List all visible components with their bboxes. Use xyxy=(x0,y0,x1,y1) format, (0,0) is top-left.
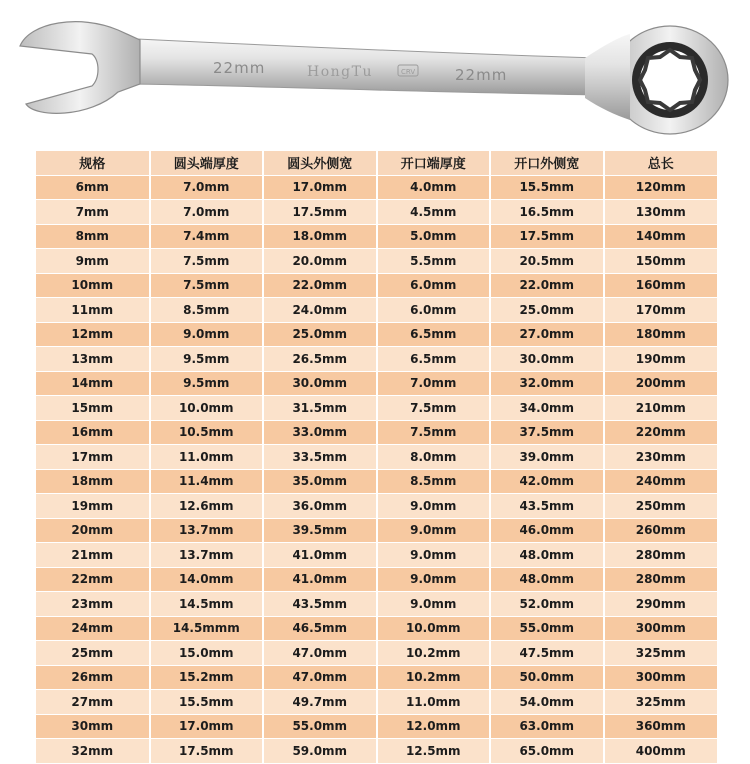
table-cell: 17.0mm xyxy=(263,175,377,200)
table-cell: 49.7mm xyxy=(263,690,377,715)
table-cell: 6.0mm xyxy=(377,298,491,323)
table-cell: 20mm xyxy=(36,518,150,543)
table-cell: 17.5mm xyxy=(490,224,604,249)
table-cell: 6.5mm xyxy=(377,322,491,347)
table-cell: 25mm xyxy=(36,641,150,666)
table-cell: 17mm xyxy=(36,445,150,470)
table-cell: 8mm xyxy=(36,224,150,249)
table-cell: 7.5mm xyxy=(377,396,491,421)
table-row xyxy=(36,469,717,494)
table-cell: 20.5mm xyxy=(490,249,604,274)
col-header: 规格 xyxy=(36,151,150,175)
table-cell: 9.0mm xyxy=(377,518,491,543)
table-cell: 30.0mm xyxy=(490,347,604,372)
col-header: 开口外侧宽 xyxy=(490,151,604,175)
table-cell: 290mm xyxy=(604,592,718,617)
table-cell: 25.0mm xyxy=(263,322,377,347)
col-header: 开口端厚度 xyxy=(377,151,491,175)
table-cell: 43.5mm xyxy=(490,494,604,519)
table-cell: 20.0mm xyxy=(263,249,377,274)
table-row xyxy=(36,665,717,690)
table-cell: 22.0mm xyxy=(490,273,604,298)
table-cell: 4.0mm xyxy=(377,175,491,200)
table-cell: 48.0mm xyxy=(490,543,604,568)
table-cell: 5.0mm xyxy=(377,224,491,249)
table-cell: 14.0mm xyxy=(150,567,264,592)
table-row xyxy=(36,396,717,421)
table-cell: 13.7mm xyxy=(150,518,264,543)
table-cell: 8.0mm xyxy=(377,445,491,470)
table-cell: 12.0mm xyxy=(377,714,491,739)
table-cell: 22.0mm xyxy=(263,273,377,298)
table-cell: 10mm xyxy=(36,273,150,298)
table-cell: 36.0mm xyxy=(263,494,377,519)
table-cell: 39.5mm xyxy=(263,518,377,543)
table-cell: 8.5mm xyxy=(377,469,491,494)
table-cell: 9.0mm xyxy=(150,322,264,347)
table-cell: 8.5mm xyxy=(150,298,264,323)
table-cell: 170mm xyxy=(604,298,718,323)
table-cell: 230mm xyxy=(604,445,718,470)
table-row xyxy=(36,322,717,347)
table-cell: 18.0mm xyxy=(263,224,377,249)
table-row xyxy=(36,714,717,739)
table-cell: 11.0mm xyxy=(377,690,491,715)
table-cell: 17.5mm xyxy=(263,200,377,225)
table-cell: 50.0mm xyxy=(490,665,604,690)
table-cell: 23mm xyxy=(36,592,150,617)
table-cell: 47.5mm xyxy=(490,641,604,666)
table-cell: 10.5mm xyxy=(150,420,264,445)
table-cell: 59.0mm xyxy=(263,739,377,764)
table-cell: 260mm xyxy=(604,518,718,543)
table-cell: 22mm xyxy=(36,567,150,592)
table-row xyxy=(36,371,717,396)
table-cell: 6.5mm xyxy=(377,347,491,372)
table-cell: 7.0mm xyxy=(150,200,264,225)
table-cell: 12.5mm xyxy=(377,739,491,764)
ratchet-ring-icon xyxy=(632,42,708,118)
table-row xyxy=(36,690,717,715)
table-row xyxy=(36,298,717,323)
table-cell: 280mm xyxy=(604,543,718,568)
table-cell: 32mm xyxy=(36,739,150,764)
table-cell: 300mm xyxy=(604,665,718,690)
table-cell: 220mm xyxy=(604,420,718,445)
table-cell: 27.0mm xyxy=(490,322,604,347)
col-header: 圆头端厚度 xyxy=(150,151,264,175)
table-row xyxy=(36,175,717,200)
table-cell: 47.0mm xyxy=(263,641,377,666)
col-header: 圆头外侧宽 xyxy=(263,151,377,175)
table-cell: 140mm xyxy=(604,224,718,249)
table-cell: 10.2mm xyxy=(377,665,491,690)
table-cell: 21mm xyxy=(36,543,150,568)
size-label-left: 22mm xyxy=(213,59,266,77)
table-cell: 47.0mm xyxy=(263,665,377,690)
table-cell: 10.0mm xyxy=(377,616,491,641)
table-row xyxy=(36,592,717,617)
table-cell: 360mm xyxy=(604,714,718,739)
table-cell: 32.0mm xyxy=(490,371,604,396)
table-cell: 240mm xyxy=(604,469,718,494)
table-cell: 11.4mm xyxy=(150,469,264,494)
table-cell: 15.0mm xyxy=(150,641,264,666)
table-cell: 7.5mm xyxy=(150,273,264,298)
table-cell: 30.0mm xyxy=(263,371,377,396)
table-cell: 13.7mm xyxy=(150,543,264,568)
table-cell: 30mm xyxy=(36,714,150,739)
table-cell: 19mm xyxy=(36,494,150,519)
size-label-right: 22mm xyxy=(455,66,508,84)
table-cell: 9.0mm xyxy=(377,592,491,617)
table-cell: 280mm xyxy=(604,567,718,592)
col-header: 总长 xyxy=(604,151,718,175)
table-cell: 15.2mm xyxy=(150,665,264,690)
table-cell: 16mm xyxy=(36,420,150,445)
table-cell: 7.0mm xyxy=(150,175,264,200)
table-row xyxy=(36,273,717,298)
table-cell: 210mm xyxy=(604,396,718,421)
table-cell: 27mm xyxy=(36,690,150,715)
wrench-open-end xyxy=(20,22,140,114)
table-cell: 24mm xyxy=(36,616,150,641)
table-row xyxy=(36,518,717,543)
table-cell: 300mm xyxy=(604,616,718,641)
table-cell: 325mm xyxy=(604,690,718,715)
table-cell: 14.5mmm xyxy=(150,616,264,641)
table-cell: 34.0mm xyxy=(490,396,604,421)
table-row xyxy=(36,543,717,568)
table-row xyxy=(36,224,717,249)
table-cell: 48.0mm xyxy=(490,567,604,592)
table-cell: 250mm xyxy=(604,494,718,519)
table-cell: 10.2mm xyxy=(377,641,491,666)
table-cell: 12.6mm xyxy=(150,494,264,519)
table-cell: 130mm xyxy=(604,200,718,225)
table-cell: 14mm xyxy=(36,371,150,396)
table-cell: 42.0mm xyxy=(490,469,604,494)
table-cell: 17.0mm xyxy=(150,714,264,739)
table-cell: 7.5mm xyxy=(150,249,264,274)
table-cell: 43.5mm xyxy=(263,592,377,617)
table-cell: 160mm xyxy=(604,273,718,298)
table-cell: 33.5mm xyxy=(263,445,377,470)
table-cell: 190mm xyxy=(604,347,718,372)
table-cell: 15mm xyxy=(36,396,150,421)
table-cell: 120mm xyxy=(604,175,718,200)
table-row xyxy=(36,567,717,592)
table-cell: 7.0mm xyxy=(377,371,491,396)
table-body xyxy=(36,175,717,763)
table-cell: 15.5mm xyxy=(490,175,604,200)
table-cell: 54.0mm xyxy=(490,690,604,715)
table-cell: 52.0mm xyxy=(490,592,604,617)
table-cell: 26mm xyxy=(36,665,150,690)
table-cell: 65.0mm xyxy=(490,739,604,764)
svg-text:CRV: CRV xyxy=(401,68,416,76)
table-cell: 18mm xyxy=(36,469,150,494)
spec-table xyxy=(36,151,717,764)
table-cell: 9.5mm xyxy=(150,371,264,396)
table-cell: 13mm xyxy=(36,347,150,372)
table-cell: 180mm xyxy=(604,322,718,347)
table-cell: 12mm xyxy=(36,322,150,347)
table-cell: 41.0mm xyxy=(263,567,377,592)
table-cell: 9mm xyxy=(36,249,150,274)
table-cell: 16.5mm xyxy=(490,200,604,225)
table-cell: 150mm xyxy=(604,249,718,274)
table-cell: 11.0mm xyxy=(150,445,264,470)
table-cell: 9.0mm xyxy=(377,543,491,568)
table-cell: 35.0mm xyxy=(263,469,377,494)
table-cell: 7.4mm xyxy=(150,224,264,249)
table-cell: 200mm xyxy=(604,371,718,396)
table-cell: 41.0mm xyxy=(263,543,377,568)
table-cell: 7.5mm xyxy=(377,420,491,445)
table-cell: 24.0mm xyxy=(263,298,377,323)
table-row xyxy=(36,347,717,372)
table-row xyxy=(36,249,717,274)
wrench-image xyxy=(0,0,750,150)
table-cell: 31.5mm xyxy=(263,396,377,421)
table-row xyxy=(36,616,717,641)
table-cell: 26.5mm xyxy=(263,347,377,372)
table-cell: 10.0mm xyxy=(150,396,264,421)
table-cell: 9.5mm xyxy=(150,347,264,372)
brand-engraving: HongTu xyxy=(307,64,373,80)
table-cell: 9.0mm xyxy=(377,494,491,519)
table-header-row xyxy=(36,151,717,175)
table-cell: 55.0mm xyxy=(263,714,377,739)
table-cell: 4.5mm xyxy=(377,200,491,225)
table-cell: 325mm xyxy=(604,641,718,666)
table-cell: 39.0mm xyxy=(490,445,604,470)
table-cell: 400mm xyxy=(604,739,718,764)
table-cell: 37.5mm xyxy=(490,420,604,445)
table-cell: 15.5mm xyxy=(150,690,264,715)
table-row xyxy=(36,445,717,470)
table-row xyxy=(36,200,717,225)
table-cell: 6mm xyxy=(36,175,150,200)
table-row xyxy=(36,420,717,445)
table-cell: 6.0mm xyxy=(377,273,491,298)
table-cell: 46.0mm xyxy=(490,518,604,543)
table-cell: 5.5mm xyxy=(377,249,491,274)
table-row xyxy=(36,739,717,764)
table-row xyxy=(36,494,717,519)
table-cell: 46.5mm xyxy=(263,616,377,641)
table-row xyxy=(36,641,717,666)
table-cell: 9.0mm xyxy=(377,567,491,592)
table-cell: 17.5mm xyxy=(150,739,264,764)
table-cell: 33.0mm xyxy=(263,420,377,445)
table-cell: 55.0mm xyxy=(490,616,604,641)
table-cell: 14.5mm xyxy=(150,592,264,617)
table-cell: 63.0mm xyxy=(490,714,604,739)
table-cell: 11mm xyxy=(36,298,150,323)
table-cell: 7mm xyxy=(36,200,150,225)
table-cell: 25.0mm xyxy=(490,298,604,323)
